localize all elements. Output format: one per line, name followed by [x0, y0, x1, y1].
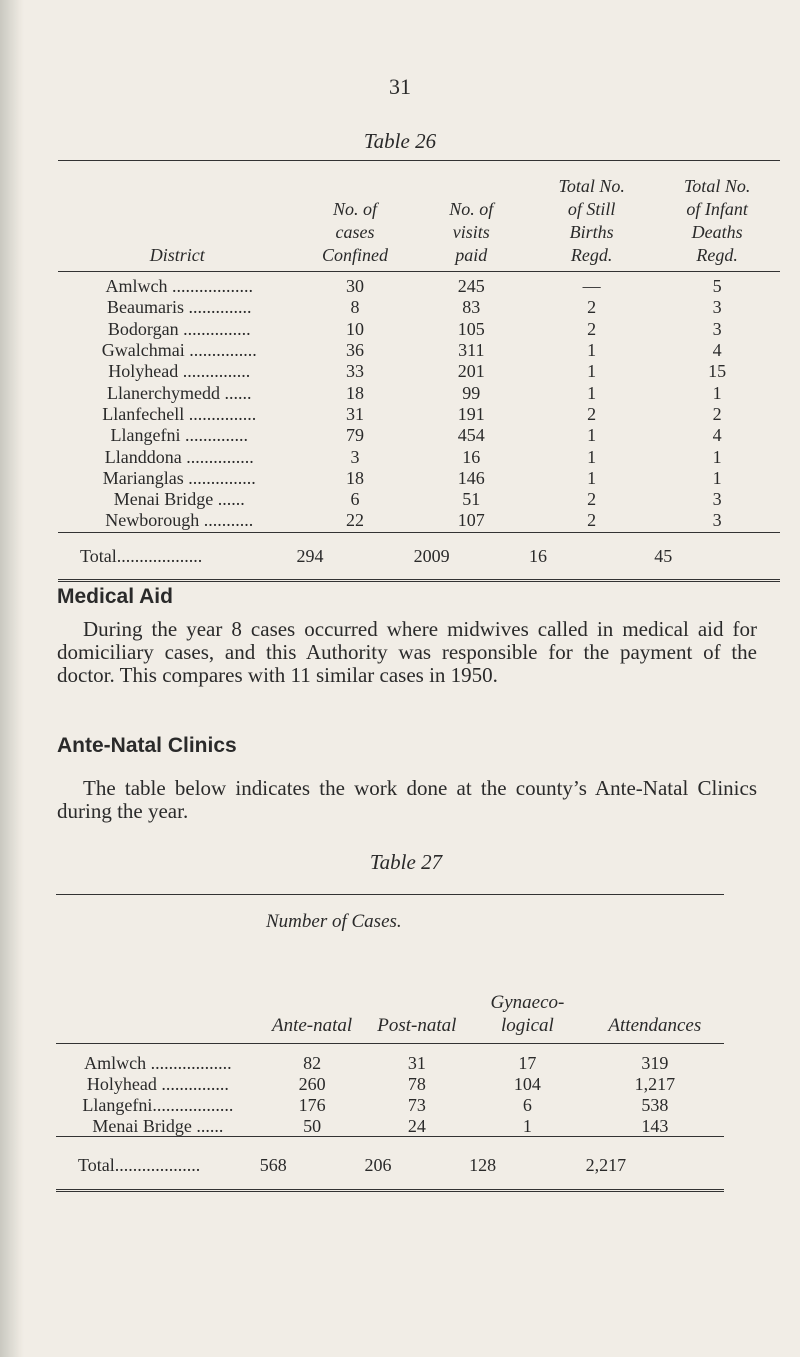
table-row [58, 272, 780, 298]
attendances-cell: 1,217 [634, 1073, 676, 1094]
header-attendances-text: Attendances [608, 1015, 702, 1036]
clinic-cell: Amlwch .................. [84, 1052, 232, 1073]
table-row [58, 297, 780, 318]
post-natal-cell: 24 [407, 1115, 426, 1136]
table-26-total-row [58, 532, 780, 580]
table-27-caption: Table 27 [369, 850, 443, 874]
visits-cell: 51 [462, 489, 481, 510]
total-gynaecological: 128 [469, 1137, 586, 1191]
infant-deaths-cell: 1 [712, 467, 722, 488]
visits-cell: 454 [457, 425, 485, 446]
header-cases-confined [297, 161, 414, 272]
post-natal-cell: 73 [407, 1094, 426, 1115]
table-27-header-row [56, 949, 724, 1044]
header-infant-line-1: Total No. [683, 176, 751, 196]
still-births-cell: — [582, 276, 601, 297]
page-edge-shadow [0, 0, 24, 1357]
infant-deaths-cell: 1 [712, 382, 722, 403]
infant-deaths-cell: 1 [712, 446, 722, 467]
district-cell: Llanddona ............... [104, 446, 254, 467]
table-27-group-header-row [56, 895, 724, 950]
table-row [58, 319, 780, 340]
visits-cell: 16 [462, 446, 481, 467]
header-still-line-4: Regd. [570, 245, 613, 265]
header-still-births [529, 161, 654, 272]
clinic-cell: Menai Bridge ...... [92, 1115, 224, 1136]
total-attendances: 2,217 [586, 1137, 724, 1191]
infant-deaths-cell: 3 [712, 318, 722, 339]
gynaecological-cell: 1 [522, 1115, 532, 1136]
cases-cell: 30 [346, 276, 365, 297]
infant-deaths-cell: 3 [712, 510, 722, 531]
header-still-line-3: Births [569, 222, 614, 242]
header-post-natal [364, 949, 469, 1044]
header-cases-line-2: cases [335, 222, 375, 242]
visits-cell: 105 [457, 318, 485, 339]
still-births-cell: 2 [587, 510, 597, 531]
still-births-cell: 1 [587, 382, 597, 403]
district-cell: Gwalchmai ............... [101, 340, 257, 361]
district-cell: Marianglas ............... [102, 467, 256, 488]
header-attendances [586, 949, 724, 1044]
header-number-of-cases: Number of Cases. [56, 895, 724, 950]
cases-cell: 33 [346, 361, 365, 382]
total-ante-natal: 568 [260, 1137, 365, 1191]
table-26-caption: Table 26 [363, 129, 437, 153]
still-births-cell: 2 [587, 489, 597, 510]
table-row [58, 382, 780, 403]
district-cell: Newborough ........... [105, 510, 254, 531]
attendances-cell: 143 [641, 1115, 669, 1136]
infant-deaths-cell: 3 [712, 297, 722, 318]
page-number: 31 [389, 74, 411, 99]
infant-deaths-cell: 4 [712, 425, 722, 446]
infant-deaths-cell: 3 [712, 489, 722, 510]
gynaecological-cell: 17 [518, 1052, 537, 1073]
table-26-header-row [58, 161, 780, 272]
district-cell: Holyhead ............... [108, 361, 251, 382]
total-cases: 294 [297, 532, 414, 580]
still-births-cell: 1 [587, 425, 597, 446]
cases-cell: 6 [350, 489, 360, 510]
visits-cell: 245 [457, 276, 485, 297]
still-births-cell: 2 [587, 318, 597, 339]
district-cell: Beaumaris .............. [107, 297, 252, 318]
header-ante-natal [260, 949, 365, 1044]
header-cases-line-3: Confined [322, 245, 389, 265]
header-ante-natal-text: Ante-natal [271, 1015, 353, 1036]
visits-cell: 107 [457, 510, 485, 531]
table-27-total-row [56, 1137, 724, 1191]
infant-deaths-cell: 4 [712, 340, 722, 361]
ante-natal-cell: 82 [303, 1052, 322, 1073]
header-visits-line-3: paid [455, 245, 488, 265]
cases-cell: 10 [346, 318, 365, 339]
total-label: Total................... [58, 532, 297, 580]
district-cell: Llanerchymedd ...... [107, 382, 252, 403]
cases-cell: 31 [346, 403, 365, 424]
table-row [58, 361, 780, 382]
header-visits-line-2: visits [452, 222, 490, 242]
visits-cell: 201 [457, 361, 485, 382]
table-row [58, 340, 780, 361]
header-infant-line-2: of Infant [686, 199, 748, 219]
ante-natal-paragraph: The table below indicates the work done at the county’s Ante-Natal Clinics during the year. [57, 776, 757, 823]
header-infant-line-4: Regd. [696, 245, 738, 265]
post-natal-cell: 31 [407, 1052, 426, 1073]
table-27 [56, 894, 724, 1192]
cases-cell: 3 [350, 446, 360, 467]
still-births-cell: 2 [587, 403, 597, 424]
header-gyn-line-2: logical [501, 1015, 554, 1036]
header-district [58, 161, 297, 272]
district-cell: Bodorgan ............... [107, 318, 251, 339]
district-cell: Llangefni .............. [110, 425, 248, 446]
table-row [58, 468, 780, 489]
table-row [58, 425, 780, 446]
visits-cell: 311 [458, 340, 485, 361]
infant-deaths-cell: 5 [712, 276, 722, 297]
table-row [56, 1115, 724, 1137]
infant-deaths-cell: 2 [712, 403, 722, 424]
total-visits: 2009 [414, 532, 529, 580]
gynaecological-cell: 6 [522, 1094, 532, 1115]
still-births-cell: 2 [587, 297, 597, 318]
table-row [58, 510, 780, 532]
header-gyn-line-1: Gynaeco- [490, 992, 565, 1013]
visits-cell: 191 [457, 403, 485, 424]
visits-cell: 83 [462, 297, 481, 318]
clinic-cell: Llangefni.................. [82, 1094, 234, 1115]
infant-deaths-cell: 15 [708, 361, 727, 382]
ante-natal-heading: Ante-Natal Clinics [57, 734, 237, 757]
attendances-cell: 319 [641, 1052, 669, 1073]
header-post-natal-text: Post-natal [377, 1015, 457, 1036]
medical-aid-paragraph: During the year 8 cases occurred where midwives called in medical aid for domiciliary cases, and this Authority was responsible for the payment of the doctor. This compares with 11 similar cases in 1950. [57, 617, 757, 687]
table-row [58, 446, 780, 467]
total-still-births: 16 [529, 532, 654, 580]
header-infant-deaths [654, 161, 780, 272]
header-gynaecological [469, 949, 586, 1044]
total-infant-deaths: 45 [654, 532, 780, 580]
ante-natal-cell: 176 [298, 1094, 326, 1115]
cases-cell: 79 [346, 425, 365, 446]
header-infant-line-3: Deaths [691, 222, 743, 242]
table-row [56, 1094, 724, 1115]
district-cell: Llanfechell ............... [102, 403, 257, 424]
table-row [58, 404, 780, 425]
cases-cell: 18 [346, 382, 365, 403]
header-visits-paid [414, 161, 529, 272]
gynaecological-cell: 104 [513, 1073, 541, 1094]
table-row [58, 489, 780, 510]
still-births-cell: 1 [587, 361, 597, 382]
table-26 [58, 160, 780, 582]
visits-cell: 99 [462, 382, 481, 403]
cases-cell: 36 [346, 340, 365, 361]
header-blank [56, 949, 260, 1044]
cases-cell: 22 [346, 510, 365, 531]
district-cell: Menai Bridge ...... [113, 489, 245, 510]
header-visits-line-1: No. of [449, 199, 494, 219]
cases-cell: 8 [350, 297, 360, 318]
still-births-cell: 1 [587, 467, 597, 488]
total-post-natal: 206 [364, 1137, 469, 1191]
still-births-cell: 1 [587, 446, 597, 467]
ante-natal-cell: 260 [298, 1073, 326, 1094]
total-label: Total................... [56, 1137, 260, 1191]
medical-aid-heading: Medical Aid [57, 585, 173, 608]
header-still-line-2: of Still [567, 199, 616, 219]
header-still-line-1: Total No. [558, 176, 625, 196]
attendances-cell: 538 [641, 1094, 669, 1115]
header-district-text: District [149, 245, 205, 265]
visits-cell: 146 [457, 467, 485, 488]
table-row [56, 1044, 724, 1074]
header-cases-line-1: No. of [333, 199, 378, 219]
clinic-cell: Holyhead ............... [86, 1073, 229, 1094]
ante-natal-cell: 50 [303, 1115, 322, 1136]
table-row [56, 1073, 724, 1094]
post-natal-cell: 78 [407, 1073, 426, 1094]
district-cell: Amlwch .................. [105, 276, 254, 297]
still-births-cell: 1 [587, 340, 597, 361]
cases-cell: 18 [346, 467, 365, 488]
